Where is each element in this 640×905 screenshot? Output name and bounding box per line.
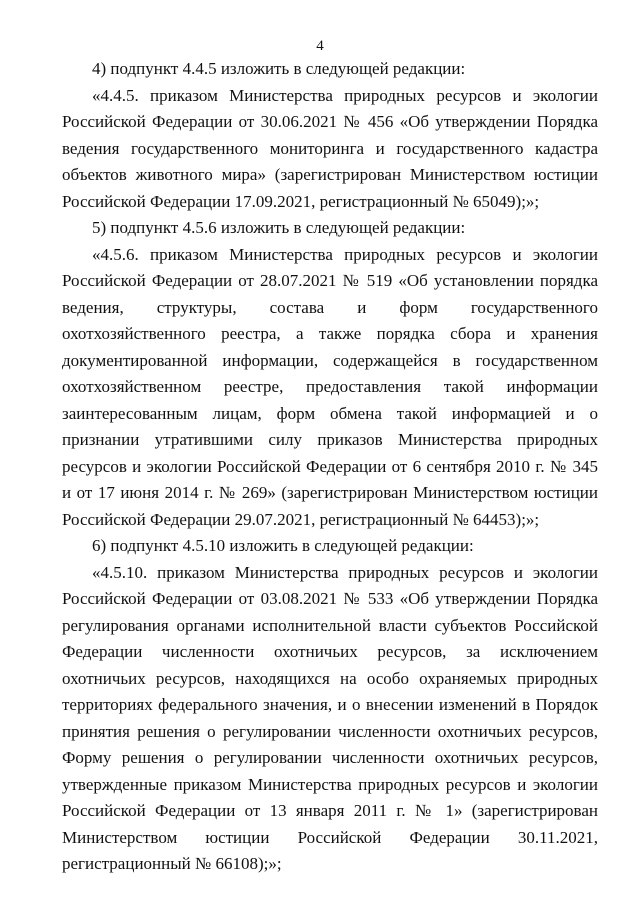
item-6-text: «4.5.10. приказом Министерства природных ресурсов и экологии Российской Федерации от 03.08.2021 № 533 «Об утверждении Порядка регулирования органами исполнительной власти субъектов Российской Федерации численности охотничьих ресурсов, за исключением охотничьих ресурсов, находящихся на особо охраняемых природных территориях федерального значения, и о внесении изменений в Порядок принятия решения о регулировании численности охотничьих ресурсов, Форму решения о регулировании численности охотничьих ресурсов, утвержденные приказом Министерства природных ресурсов и экологии Российской Федерации от 13 января 2011 г. № 1» (зарегистрирован Министерством юстиции Российской Федерации 30.11.2021, регистрационный № 66108);»; — [62, 562, 598, 873]
document-body — [62, 56, 598, 878]
item-4-text: «4.4.5. приказом Министерства природных ресурсов и экологии Российской Федерации от 30.06.2021 № 456 «Об утверждении Порядка ведения государственного мониторинга и государственного кадастра объектов животного мира» (зарегистрирован Министерством юстиции Российской Федерации 17.09.2021, регистрационный № 65049);»; — [62, 85, 598, 211]
item-6-heading: 6) подпункт 4.5.10 изложить в следующей редакции: — [92, 536, 474, 555]
item-5-heading: 5) подпункт 4.5.6 изложить в следующей редакции: — [92, 218, 466, 237]
item-5-text: «4.5.6. приказом Министерства природных ресурсов и экологии Российской Федерации от 28.07.2021 № 519 «Об установлении порядка ведения, структуры, состава и форм государственного охотхозяйственного реестра, а также порядка сбора и хранения документированной информации, содержащейся в государственном охотхозяйственном реестре, предоставления такой информации заинтересованным лицам, форм обмена такой информацией и о признании утратившими силу приказов Министерства природных ресурсов и экологии Российской Федерации от 6 сентября 2010 г. № 345 и от 17 июня 2014 г. № 269» (зарегистрирован Министерством юстиции Российской Федерации 29.07.2021, регистрационный № 64453);»; — [62, 244, 598, 529]
page-number: 4 — [316, 38, 324, 54]
item-4-heading: 4) подпункт 4.4.5 изложить в следующей редакции: — [92, 59, 466, 78]
